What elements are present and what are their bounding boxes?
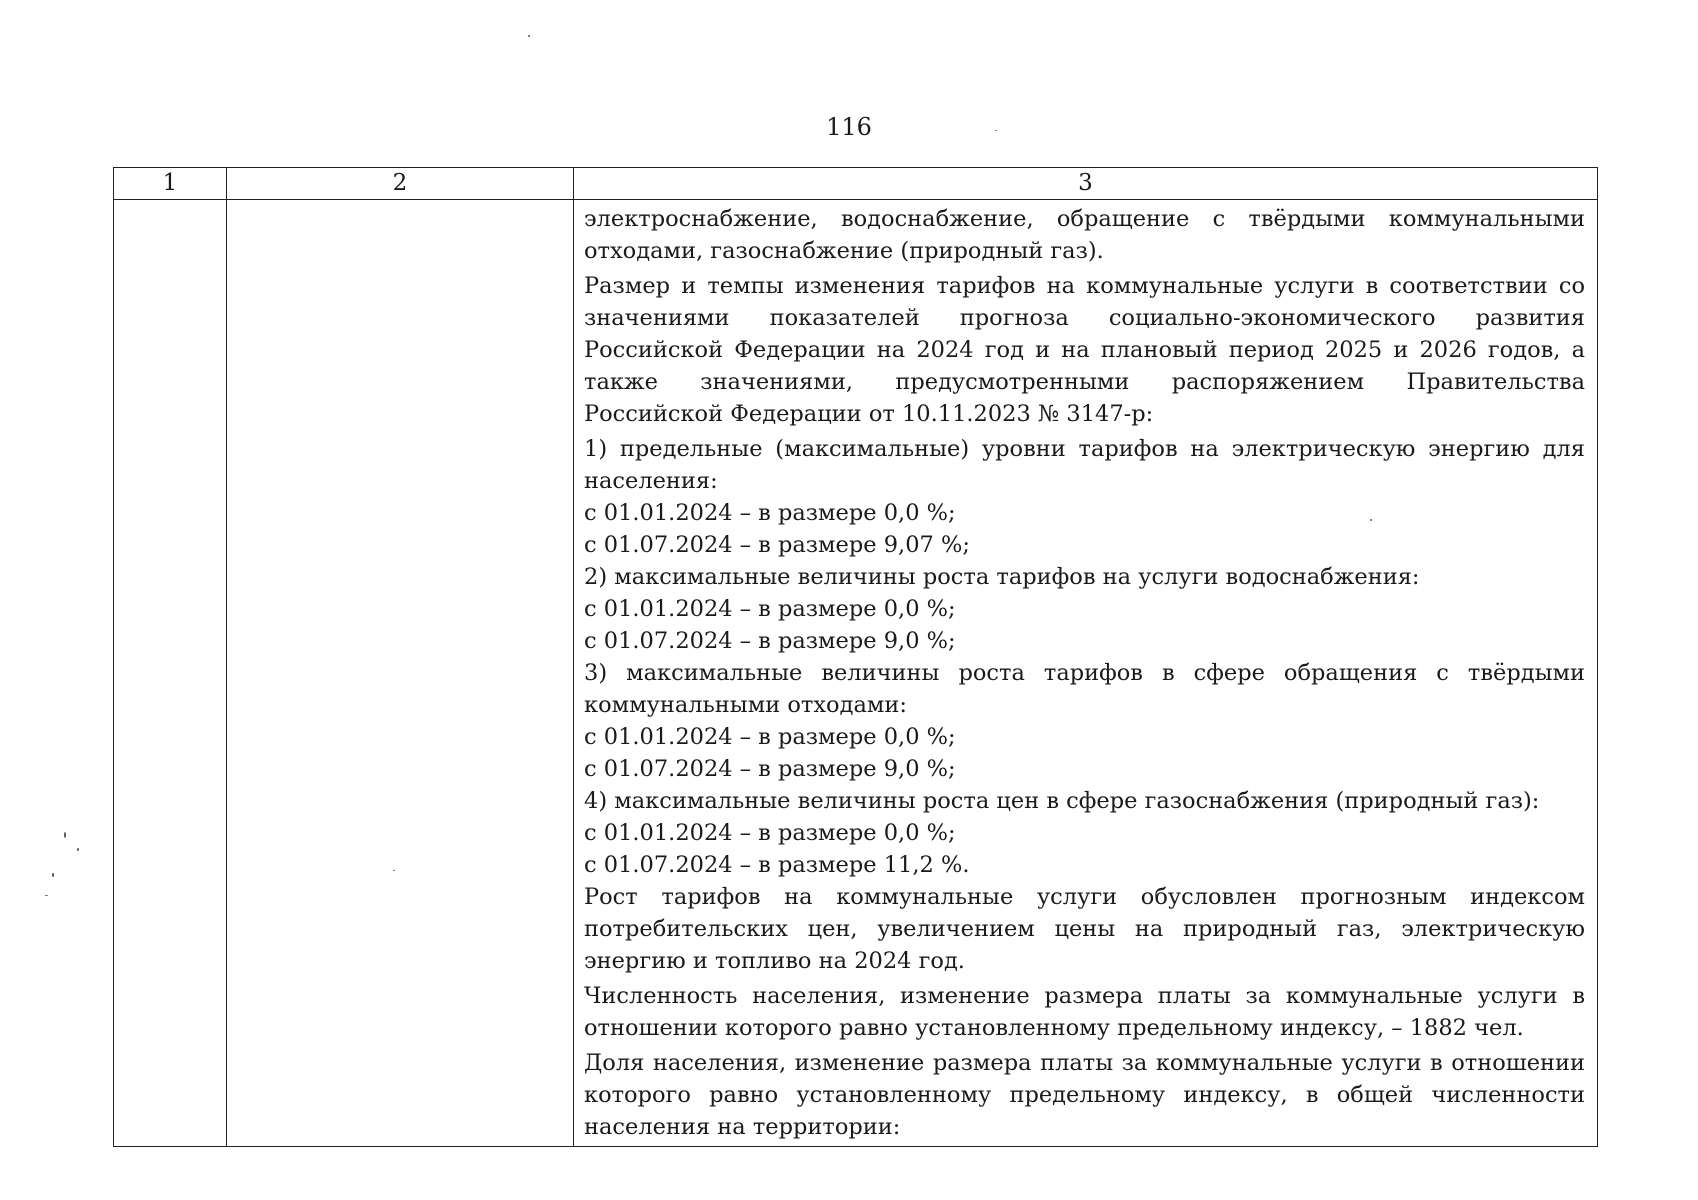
electricity-rate-jan: с 01.01.2024 – в размере 0,0 %; [584,500,956,526]
document-table [113,167,1598,1147]
tariff-growth-paragraph: Рост тарифов на коммунальные услуги обусловлен прогнозным индексом потребительских цен, увеличением цены на природный газ, электрическую энергию и топливо на 2024 год. [584,884,1585,974]
scan-speck [528,35,530,37]
water-rate-jan: с 01.01.2024 – в размере 0,0 %; [584,596,956,622]
electricity-tariff-item: 1) предельные (максимальные) уровни тарифов на электрическую энергию для населения: [584,436,1585,494]
water-rate-jul: с 01.07.2024 – в размере 9,0 %; [584,628,956,654]
tariff-basis-paragraph: Размер и темпы изменения тарифов на коммунальные услуги в соответствии со значениями показателей прогноза социально-экономического развития Российской Федерации на 2024 год и на плановый период 2025 и 2026 годов, а также значениями, предусмотренными распоряжением Правительства Российской Федерации от 10.11.2023 № 3147-р: [584,273,1585,427]
scan-speck [64,832,66,838]
cell-column-1 [114,200,227,1147]
services-list-paragraph: электроснабжение, водоснабжение, обращение с твёрдыми коммунальными отходами, газоснабжение (природный газ). [584,206,1585,264]
table-header-row [114,168,1598,200]
population-count-paragraph: Численность населения, изменение размера платы за коммунальные услуги в отношении которого равно установленному предельному индексу, – 1882 чел. [584,983,1585,1041]
column-header-1: 1 [114,168,227,200]
scan-speck [45,895,48,896]
scan-speck [77,848,79,851]
column-header-3: 3 [574,168,1598,200]
solid-waste-tariff-item: 3) максимальные величины роста тарифов в сфере обращения с твёрдыми коммунальными отходами: [584,660,1585,718]
scan-speck [995,130,997,131]
column-header-2: 2 [227,168,574,200]
cell-column-2 [227,200,574,1147]
gas-rate-jul: с 01.07.2024 – в размере 11,2 %. [584,852,970,878]
gas-rate-jan: с 01.01.2024 – в размере 0,0 %; [584,820,956,846]
water-tariff-item: 2) максимальные величины роста тарифов на услуги водоснабжения: [584,564,1420,590]
gas-tariff-item: 4) максимальные величины роста цен в сфере газоснабжения (природный газ): [584,788,1540,814]
solid-waste-rate-jul: с 01.07.2024 – в размере 9,0 %; [584,756,956,782]
electricity-rate-jul: с 01.07.2024 – в размере 9,07 %; [584,532,970,558]
table-row [114,200,1598,1147]
cell-column-3 [574,200,1598,1147]
scan-speck [1370,519,1372,521]
solid-waste-rate-jan: с 01.01.2024 – в размере 0,0 %; [584,724,956,750]
scan-speck [52,873,54,877]
scan-speck [393,870,395,871]
page-number: 116 [826,113,872,141]
population-share-paragraph: Доля населения, изменение размера платы за коммунальные услуги в отношении которого равно установленному предельному индексу, в общей численности населения на территории: [584,1050,1585,1140]
